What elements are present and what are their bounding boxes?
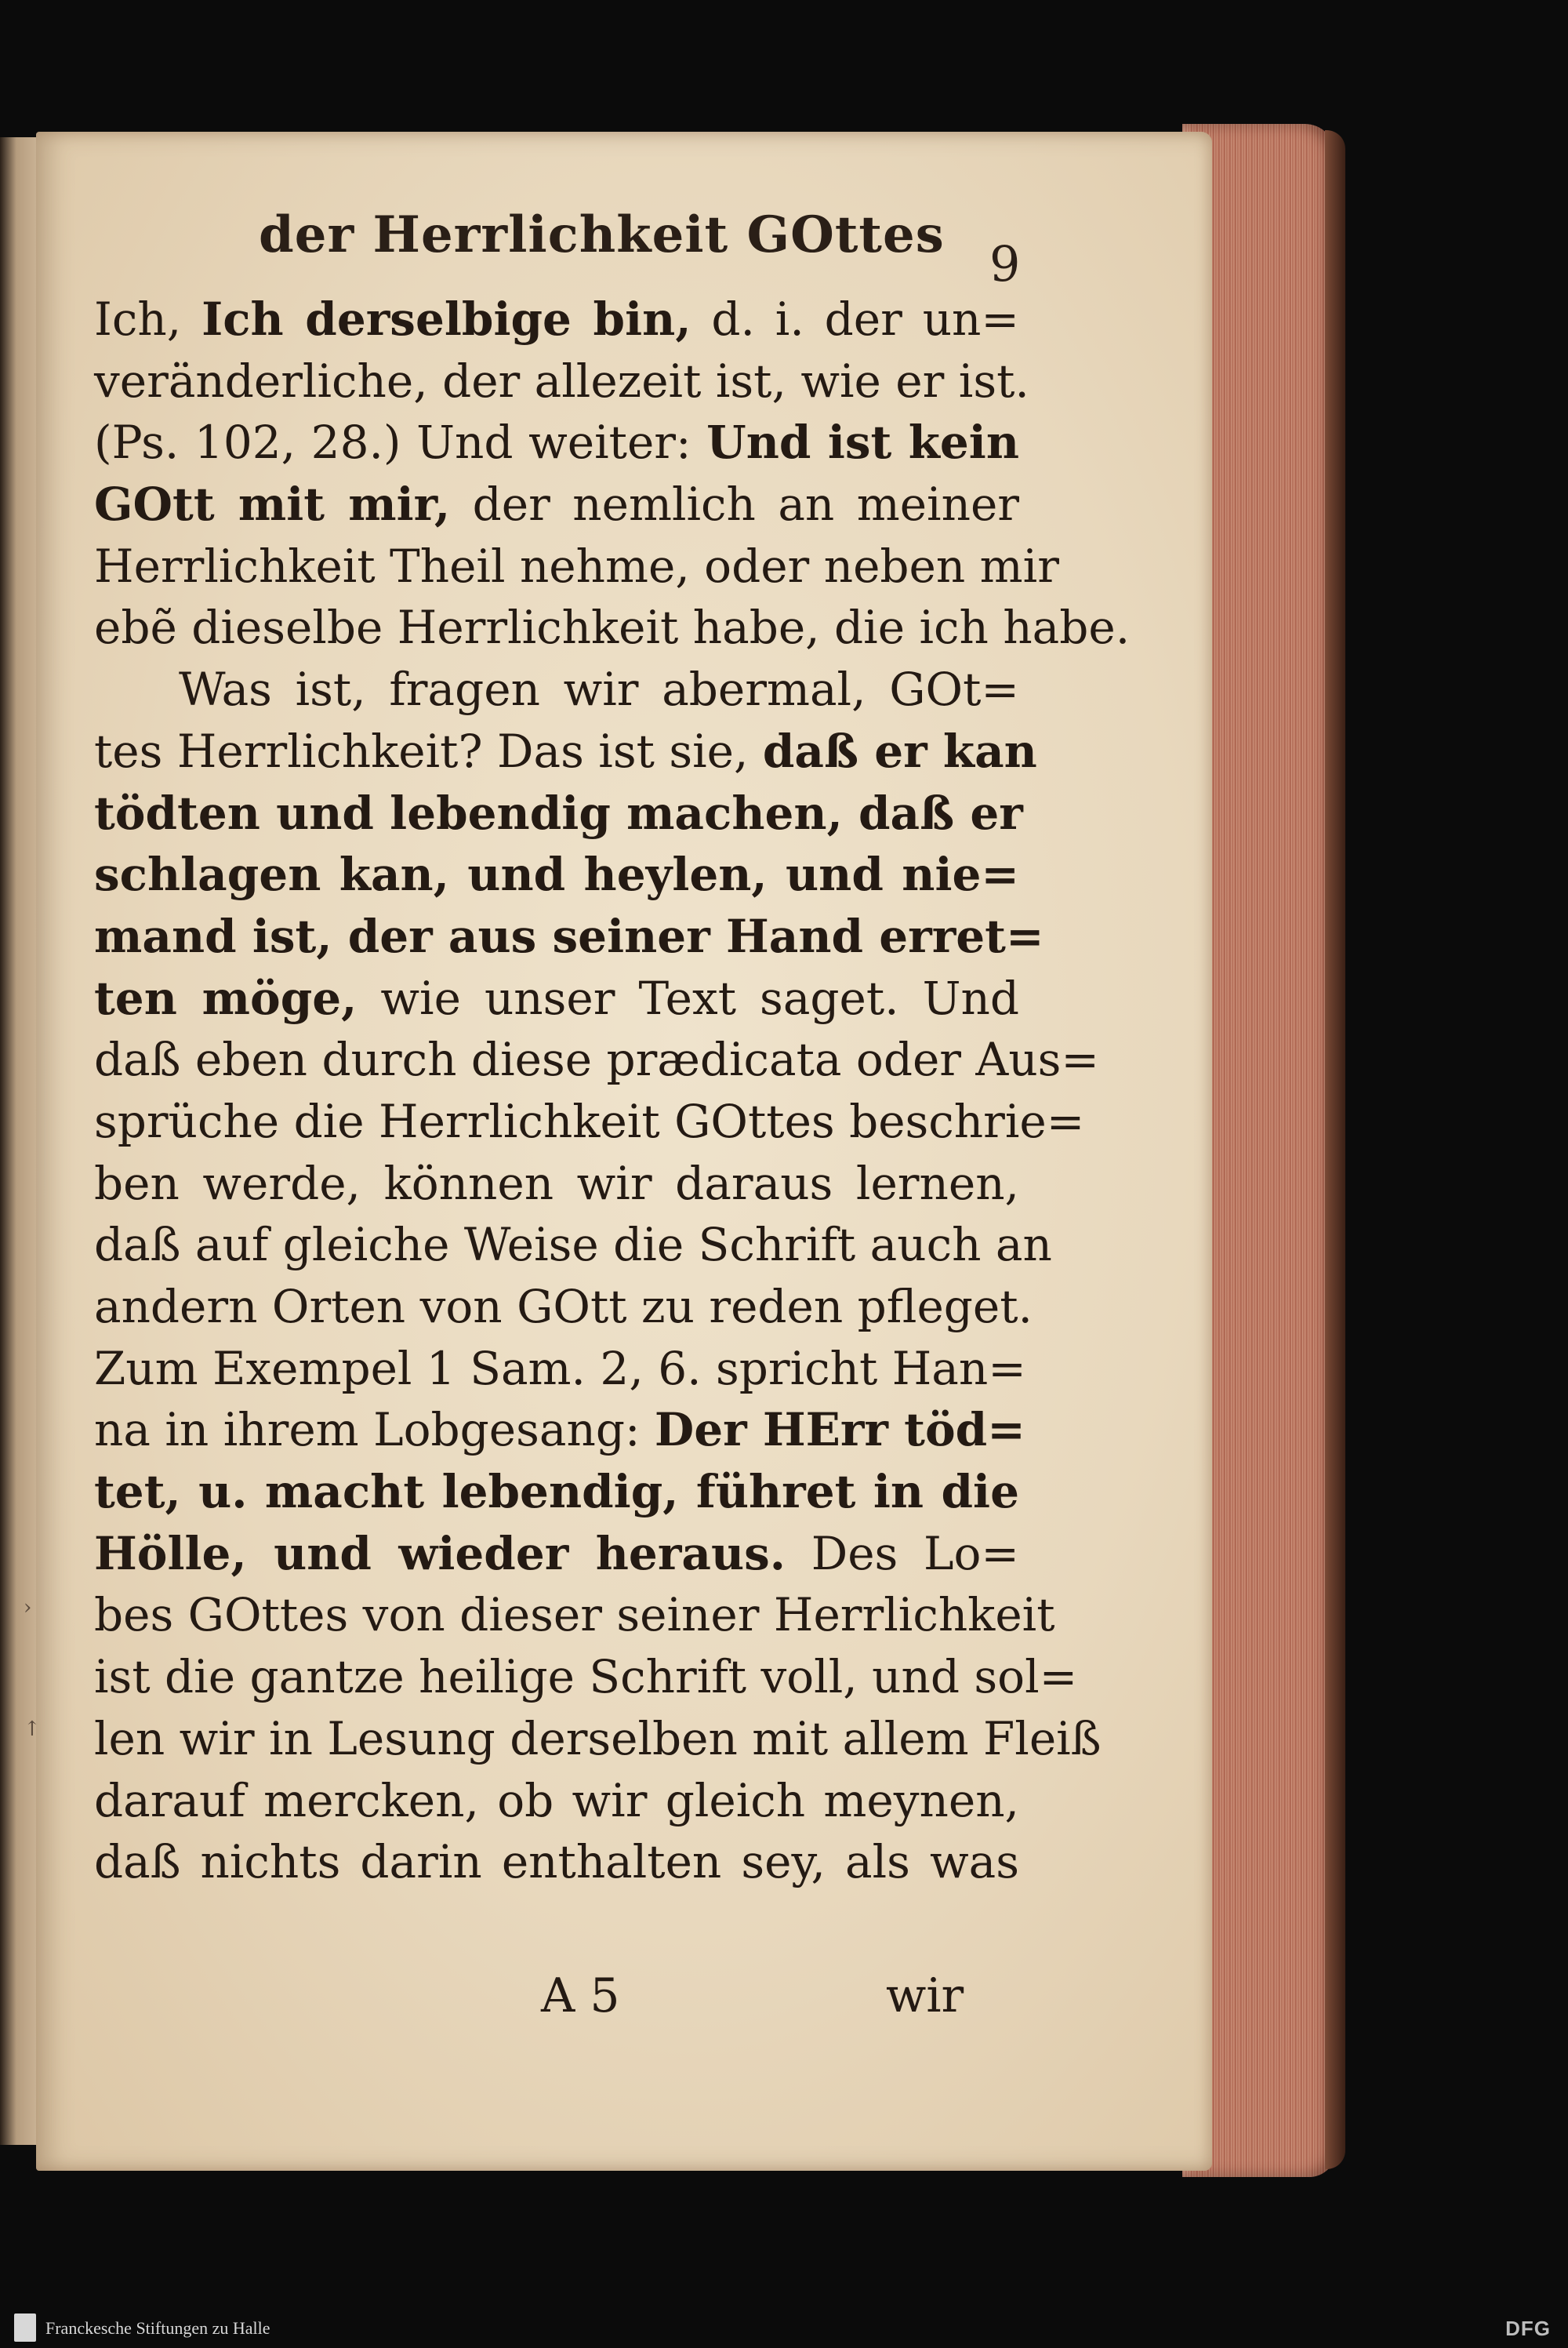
text-segment: Zum Exempel 1 Sam. 2, 6. spricht Han= [94,1341,1026,1395]
text-line [94,906,1044,968]
text-segment: daß nichts darin enthalten sey, als was [94,1835,1019,1889]
text-line [94,721,1037,783]
text-line [94,1399,1025,1461]
page-number: 9 [989,235,1021,293]
text-segment: len wir in Lesung derselben mit allem Fleiß [94,1711,1102,1765]
text-line [94,1214,1052,1276]
emphasized-text: daß er kan [762,724,1037,778]
text-segment: daß auf gleiche Weise die Schrift auch an [94,1218,1052,1272]
text-line [94,783,1023,845]
text-segment: Ich, [94,293,202,346]
text-segment: veränderliche, der allezeit ist, wie er ist. [94,354,1029,408]
institution-label: Franckesche Stiftungen zu Halle [45,2318,270,2338]
text-segment: andern Orten von GOtt zu reden pfleget. [94,1280,1033,1333]
institution-logo-icon [14,2313,36,2342]
text-line [94,1584,1055,1646]
text-line [94,1461,1019,1523]
emphasized-text: Ich derselbige bin, [201,293,691,346]
text-segment: tes Herrlichkeit? Das ist sie, [94,724,763,778]
facing-page-edge [0,137,41,2145]
margin-mark-1: › [24,1596,32,1619]
text-segment: wie unser Text saget. Und [357,971,1019,1025]
emphasized-text: tödten und lebendig machen, daß er [94,786,1023,840]
text-line [94,844,1019,906]
text-segment: ben werde, können wir daraus lernen, [94,1156,1019,1210]
text-line [94,412,1019,474]
emphasized-text: Hölle, und wieder heraus. [94,1526,786,1580]
margin-mark-2: ↑ [24,1717,41,1741]
text-line [94,597,1131,659]
text-segment: (Ps. 102, 28.) Und weiter: [94,416,707,470]
dfg-badge: DFG [1505,2317,1551,2340]
text-segment: ebẽ dieselbe Herrlichkeit habe, die ich habe. [94,601,1131,655]
text-line [94,1708,1102,1770]
text-line [94,1646,1078,1708]
text-line [94,289,1019,351]
text-line [94,1029,1100,1091]
catchword: wir [886,1968,964,2023]
signature-mark: A 5 [541,1968,620,2023]
binding-edge [1325,130,1345,2169]
text-segment: bes GOttes von dieser seiner Herrlichkeit [94,1588,1055,1642]
text-line [94,1831,1019,1893]
text-segment: Was ist, fragen wir abermal, GOt= [179,663,1019,717]
text-segment: daß eben durch diese prædicata oder Aus= [94,1033,1100,1087]
footer-bar [0,2310,1568,2348]
text-segment: na in ihrem Lobgesang: [94,1403,655,1457]
text-line [94,474,1019,536]
text-segment: sprüche die Herrlichkeit GOttes beschrie= [94,1094,1085,1148]
body-text [94,289,1131,1893]
text-line [94,351,1029,413]
emphasized-text: ten möge, [94,971,358,1025]
text-segment: der nemlich an meiner [450,478,1019,532]
running-head: der Herrlichkeit GOttes [259,205,945,264]
text-line [94,659,1019,721]
emphasized-text: Und ist kein [706,416,1019,470]
text-line [94,1523,1019,1585]
emphasized-text: Der HErr töd= [654,1403,1025,1457]
text-line [94,1153,1019,1215]
emphasized-text: GOtt mit mir, [94,478,451,532]
text-segment: Herrlichkeit Theil nehme, oder neben mir [94,539,1059,593]
text-segment: ist die gantze heilige Schrift voll, und sol= [94,1650,1078,1704]
text-line [94,1091,1085,1153]
text-line [94,1770,1019,1832]
text-segment: d. i. der un= [691,293,1020,346]
text-line [94,968,1019,1030]
text-line [94,1338,1026,1400]
emphasized-text: mand ist, der aus seiner Hand erret= [94,909,1044,963]
emphasized-text: tet, u. macht lebendig, führet in die [94,1465,1019,1519]
text-line [94,1276,1033,1338]
text-segment: darauf mercken, ob wir gleich meynen, [94,1773,1019,1827]
emphasized-text: schlagen kan, und heylen, und nie= [94,848,1019,902]
text-line [94,536,1059,598]
text-segment: Des Lo= [786,1526,1020,1580]
